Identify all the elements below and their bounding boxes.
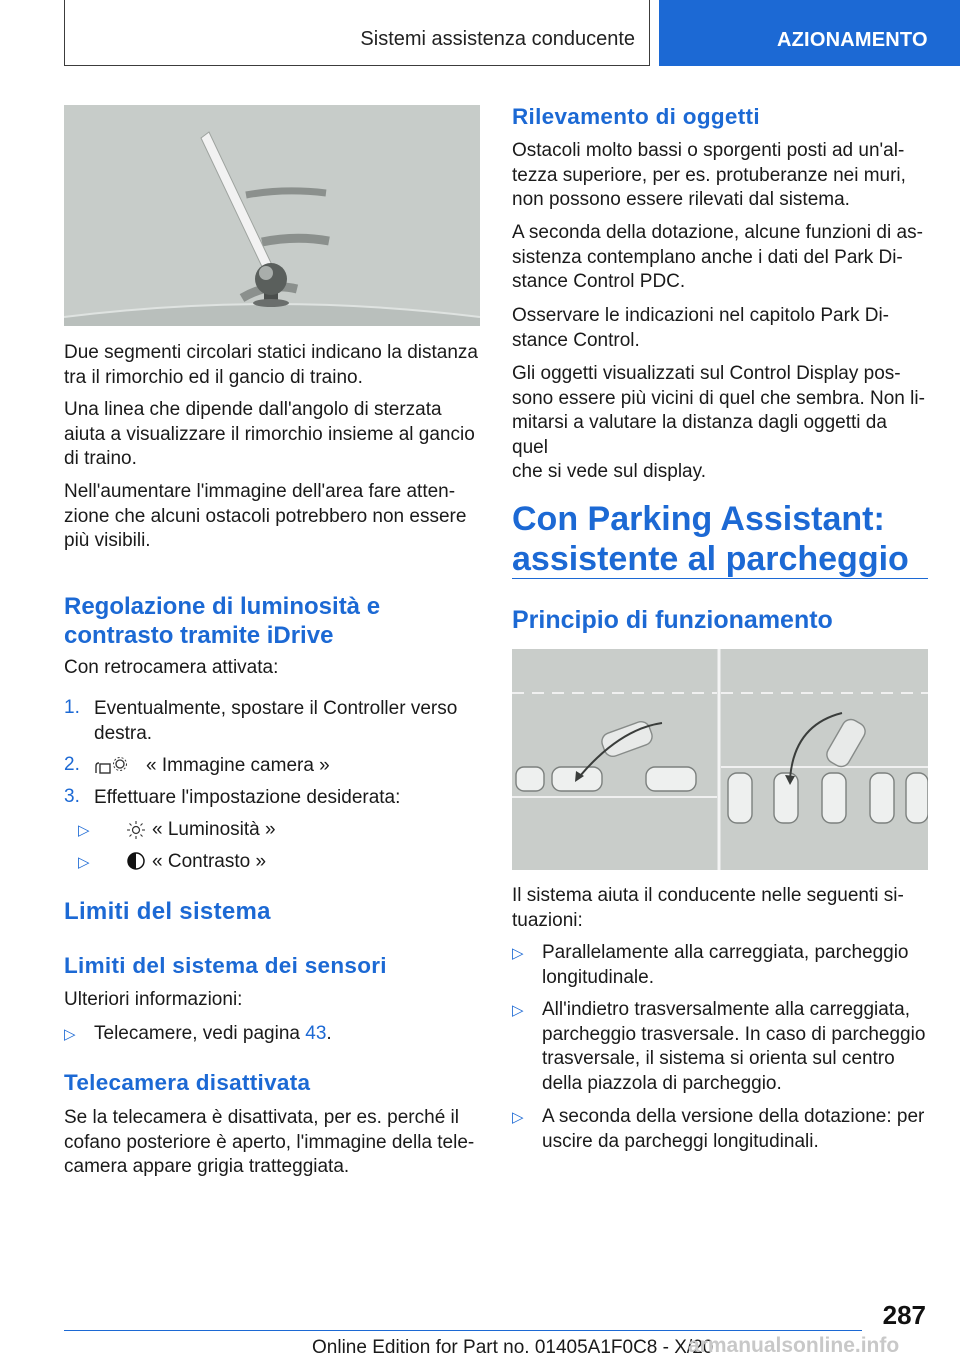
line: Ostacoli molto bassi o sporgenti posti ad un'al- bbox=[512, 140, 905, 161]
line: Una linea che dipende dall'angolo di sterzata bbox=[64, 399, 442, 420]
heading-limiti-sensori: Limiti del sistema dei sensori bbox=[64, 953, 387, 978]
text-osservare bbox=[512, 304, 889, 353]
list-item-text bbox=[542, 998, 928, 1096]
line: uscire da parcheggi longitudinali. bbox=[542, 1130, 819, 1152]
step-number: 1. bbox=[64, 697, 80, 718]
line: mitarsi a valutare la distanza dagli oggetti da quel bbox=[512, 412, 887, 458]
line: Il sistema aiuta il conducente nelle seguenti si- bbox=[512, 885, 904, 906]
triangle-bullet-icon: ▷ bbox=[78, 854, 90, 871]
text-ulteriori: Ulteriori informazioni: bbox=[64, 989, 243, 1010]
bullet-label: Telecamere, vedi pagina bbox=[94, 1023, 306, 1044]
line: destra. bbox=[94, 722, 153, 744]
substep-text: « Luminosità » bbox=[152, 819, 276, 840]
step-text: Effettuare l'impostazione desiderata: bbox=[94, 787, 401, 808]
triangle-bullet-icon: ▷ bbox=[512, 1109, 524, 1126]
page-number: 287 bbox=[882, 1300, 926, 1330]
text-linea-sterzata bbox=[64, 398, 475, 472]
line: contrasto tramite iDrive bbox=[64, 622, 334, 649]
step-3 bbox=[64, 786, 480, 811]
line: Eventualmente, spostare il Controller verso bbox=[94, 698, 458, 719]
line: trasversale, il sistema si orienta sul centro bbox=[542, 1048, 895, 1069]
heading-telecamera-disattivata: Telecamera disattivata bbox=[64, 1070, 311, 1095]
substep-text: « Contrasto » bbox=[152, 851, 267, 872]
line: parcheggio trasversale. In caso di parcheggio bbox=[542, 1023, 926, 1045]
substep-contrasto bbox=[64, 850, 480, 874]
line: assistente al parcheggio bbox=[512, 540, 909, 578]
substep-luminosita bbox=[64, 818, 480, 842]
step-text: « Immagine camera » bbox=[146, 755, 330, 776]
line: tuazioni: bbox=[512, 909, 583, 931]
watermark: armanualsonline.info bbox=[688, 1334, 900, 1357]
triangle-bullet-icon: ▷ bbox=[512, 945, 524, 962]
line: tezza superiore, per es. protuberanze nei muri, bbox=[512, 164, 906, 186]
line: Due segmenti circolari statici indicano la distanza bbox=[64, 342, 478, 363]
header-chapter-tab[interactable] bbox=[659, 0, 960, 66]
heading-parking-assistant bbox=[512, 499, 928, 579]
parking-maneuver-illustration bbox=[512, 649, 928, 870]
list-item-text bbox=[542, 941, 928, 990]
line: Osservare le indicazioni nel capitolo Park Di- bbox=[512, 305, 889, 326]
line: sistenza contemplano anche i dati del Park Di- bbox=[512, 246, 903, 268]
page-link[interactable]: 43 bbox=[305, 1023, 327, 1044]
text-con-retrocamera: Con retrocamera attivata: bbox=[64, 657, 279, 678]
line: cofano posteriore è aperto, l'immagine della tele- bbox=[64, 1131, 475, 1153]
text-dotazione bbox=[512, 221, 923, 295]
heading-principio: Principio di funzionamento bbox=[512, 606, 833, 634]
line: più visibili. bbox=[64, 530, 151, 551]
line: Regolazione di luminosità e bbox=[64, 593, 381, 620]
line: zione che alcuni ostacoli potrebbero non essere bbox=[64, 505, 467, 527]
line: di traino. bbox=[64, 448, 137, 469]
line: Nell'aumentare l'immagine dell'area fare atten- bbox=[64, 481, 456, 502]
list-item-text bbox=[542, 1105, 928, 1154]
footer-edition: Online Edition for Part no. 01405A1F0C8 - X/20 bbox=[312, 1337, 714, 1358]
line: All'indietro trasversalmente alla carreggiata, bbox=[542, 999, 910, 1020]
header-chapter-label: AZIONAMENTO bbox=[777, 29, 928, 51]
list-item bbox=[512, 1105, 928, 1154]
triangle-bullet-icon: ▷ bbox=[64, 1026, 76, 1043]
line: tra il rimorchio ed il gancio di traino. bbox=[64, 366, 363, 388]
triangle-bullet-icon: ▷ bbox=[78, 822, 90, 839]
line: stance Control PDC. bbox=[512, 271, 686, 292]
line: aiuta a visualizzare il rimorchio insieme al gancio bbox=[64, 423, 475, 445]
heading-regolazione bbox=[64, 592, 480, 650]
step-1 bbox=[64, 697, 480, 746]
header-frame bbox=[64, 0, 650, 66]
line: della piazzola di parcheggio. bbox=[542, 1072, 782, 1094]
heading-limiti-sistema: Limiti del sistema bbox=[64, 898, 271, 925]
line: longitudinale. bbox=[542, 966, 654, 988]
bullet-text bbox=[94, 1022, 332, 1047]
heading-rule bbox=[512, 578, 928, 579]
line: non possono essere rilevati dal sistema. bbox=[512, 189, 850, 210]
punctuation: . bbox=[326, 1023, 332, 1044]
brightness-icon bbox=[126, 820, 146, 840]
text-sistema-aiuta bbox=[512, 884, 904, 933]
text-segmenti bbox=[64, 341, 478, 390]
text-oggetti-visualizzati bbox=[512, 362, 928, 485]
step-text bbox=[94, 697, 480, 746]
line: Parallelamente alla carreggiata, parcheggio bbox=[542, 942, 909, 963]
list-item bbox=[512, 941, 928, 990]
step-number: 2. bbox=[64, 754, 80, 775]
line: Gli oggetti visualizzati sul Control Display pos- bbox=[512, 363, 901, 384]
contrast-icon bbox=[126, 851, 146, 871]
list-item bbox=[512, 998, 928, 1096]
camera-settings-icon bbox=[94, 755, 130, 777]
text-ostacoli bbox=[512, 139, 906, 213]
line: Con Parking Assistant: bbox=[512, 500, 885, 538]
step-number: 3. bbox=[64, 786, 80, 807]
line: stance Control. bbox=[512, 329, 640, 351]
heading-rilevamento: Rilevamento di oggetti bbox=[512, 104, 760, 129]
text-telecamera-disattivata bbox=[64, 1106, 474, 1180]
line: che si vede sul display. bbox=[512, 461, 706, 482]
line: camera appare grigia tratteggiata. bbox=[64, 1156, 350, 1177]
line: sono essere più vicini di quel che sembra. Non li- bbox=[512, 387, 925, 409]
header-section-title: Sistemi assistenza conducente bbox=[360, 28, 635, 50]
line: Se la telecamera è disattivata, per es. perché il bbox=[64, 1107, 459, 1128]
triangle-bullet-icon: ▷ bbox=[512, 1002, 524, 1019]
bullet-telecamere bbox=[64, 1022, 480, 1046]
footer-rule bbox=[64, 1330, 862, 1331]
line: A seconda della versione della dotazione: per bbox=[542, 1106, 925, 1127]
trailer-hitch-camera-illustration bbox=[64, 105, 480, 326]
line: A seconda della dotazione, alcune funzioni di as- bbox=[512, 222, 923, 243]
text-aumentare bbox=[64, 480, 466, 554]
